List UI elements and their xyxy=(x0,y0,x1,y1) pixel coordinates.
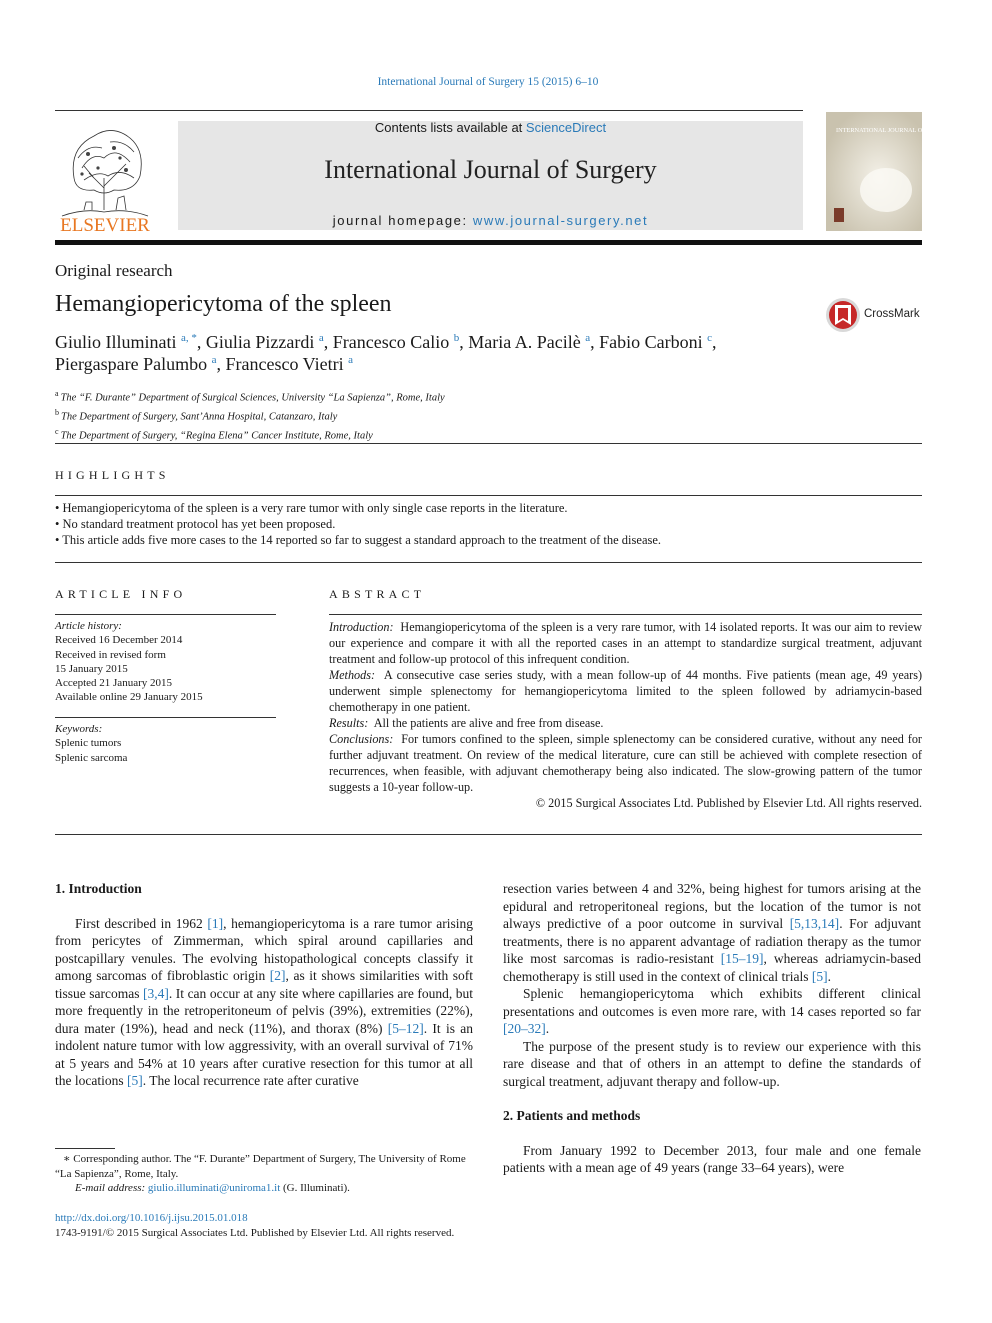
affiliation-text: The “F. Durante” Department of Surgical Sciences, University “La Sapienza”, Rome, Italy xyxy=(60,392,445,404)
article-type: Original research xyxy=(55,261,173,280)
abstract-results: All the patients are alive and free from disease. xyxy=(373,716,604,730)
keywords-rule xyxy=(55,717,276,718)
highlights-list xyxy=(55,500,661,548)
crossmark-badge[interactable] xyxy=(825,296,925,336)
doi-link[interactable]: http://dx.doi.org/10.1016/j.ijsu.2015.01.018 xyxy=(55,1212,248,1224)
affiliation-item xyxy=(55,387,445,406)
abstract-methods: A consecutive case series study, with a mean follow-up of 44 months. Five patients (mean age, 49 years) underwent simple splenectomy for hemangiopericytoma limited to the spleen followed by adriamycin-based chemotherapy in one patient. xyxy=(329,668,922,714)
abstract-rule-bottom xyxy=(55,834,922,835)
citation-link[interactable]: [5] xyxy=(811,968,828,984)
affiliation-text: The Department of Surgery, Sant’Anna Hospital, Catanzaro, Italy xyxy=(61,411,338,423)
abstract-conclusions: For tumors confined to the spleen, simple splenectomy can be considered curative, without any need for further adjuvant treatment. On review of the medical literature, cure can still be achieved with complete resection of recurrences, when feasible, with adjuvant chemotherapy being also indicated. The slow-growing pattern of the tumor suggests a 10-year follow-up. xyxy=(329,732,922,794)
elsevier-logo xyxy=(54,118,156,236)
homepage-link[interactable]: www.journal-surgery.net xyxy=(472,213,649,228)
header-thick-rule xyxy=(55,240,922,245)
abstract-heading: ABSTRACT xyxy=(329,587,426,601)
article-info-heading: ARTICLE INFO xyxy=(55,587,187,601)
history-label: Article history: xyxy=(55,620,122,632)
citation-link[interactable]: [1] xyxy=(207,915,224,931)
citation-link[interactable]: [3,4] xyxy=(143,985,169,1001)
section-heading-patients-methods: 2. Patients and methods xyxy=(503,1108,641,1123)
email-label: E-mail address: xyxy=(75,1182,146,1194)
history-item: Available online 29 January 2015 xyxy=(55,691,203,704)
author-name[interactable]: Francesco Vietri xyxy=(225,354,344,374)
corresponding-author-footnote: ∗ Corresponding author. The “F. Durante” Department of Surgery, The University of Rome “La Sapienza”, Rome, Italy. E-mail address: giulio.illuminati@uniroma1.it (G. Illuminati). xyxy=(55,1153,466,1194)
homepage-line xyxy=(178,213,803,228)
affiliation-item xyxy=(55,406,445,425)
keywords xyxy=(55,722,127,765)
highlight-text: This article adds five more cases to the 14 reported so far to suggest a standard approach to the treatment of the disease. xyxy=(62,533,662,547)
author-list: Giulio Illuminati $^{a, *}$, Giulia Pizzardi $^a$, Francesco Calio $^b$, Maria A. Pacilè $^a$, Fabio Carboni $^c$, Piergaspare Palumbo $^a$, Francesco Vietri $^a$ xyxy=(55,332,717,374)
citation-link[interactable]: [5,13,14] xyxy=(789,916,840,931)
abstract-rule xyxy=(329,614,922,615)
methods-paragraph-1: From January 1992 to December 2013, four male and one female patients with a mean age of 49 years (range 33–64 years), were xyxy=(503,1142,921,1175)
footnote-rule xyxy=(55,1148,115,1149)
cover-title: INTERNATIONAL JOURNAL OF SURGERY xyxy=(836,127,957,134)
author-name[interactable]: Giulio Illuminati xyxy=(55,332,177,352)
bullet-icon: • xyxy=(55,517,63,531)
author-name[interactable]: Giulia Pizzardi xyxy=(205,332,315,352)
author-affiliation-marker: a, * xyxy=(181,332,197,344)
section-heading-introduction: 1. Introduction xyxy=(55,881,142,896)
highlights-rule-top xyxy=(55,495,922,496)
sciencedirect-link[interactable]: ScienceDirect xyxy=(525,120,607,135)
author-affiliation-marker: b xyxy=(453,332,460,344)
elsevier-wordmark: ELSEVIER xyxy=(60,215,150,236)
article-info-rule xyxy=(55,614,276,615)
body-column-left xyxy=(55,880,473,1090)
citation-link[interactable]: [2] xyxy=(269,968,286,983)
abstract-conclusions-label: Conclusions: xyxy=(329,732,394,746)
keyword-item[interactable]: Splenic sarcoma xyxy=(55,751,128,764)
citation-link[interactable]: [15–19] xyxy=(720,951,764,966)
history-item: Received in revised form xyxy=(55,648,166,661)
author-email-link[interactable]: giulio.illuminati@uniroma1.it xyxy=(147,1182,281,1194)
affiliation-text: The Department of Surgery, “Regina Elena” Cancer Institute, Rome, Italy xyxy=(60,430,373,442)
affiliations xyxy=(55,387,445,444)
intro-paragraph-1: First described in 1962 [1], hemangiopericytoma is a rare tumor arising from pericytes of Zimmerman, which spiral around capillaries and postcapillary venules. The evolving histopathological concepts classify it among sarcomas of fibroblastic origin [2], as it shows similarities with soft tissue sarcomas [3,4]. It can occur at any site where capillaries are found, but more frequently in the retroperitoneum of pelvis (39%), extremities (22%), dura mater (19%), head and neck (11%), and thorax (8%) [5–12]. It is an indolent nature tumor with low aggressivity, with an overall survival of 71% at 5 years and 54% at 10 years after curative resection for this tumor at all the locations [5]. The local recurrence rate after curative xyxy=(55,915,474,1088)
history-item: 15 January 2015 xyxy=(55,662,128,675)
intro-paragraph-1-continued: resection varies between 4 and 32%, being highest for tumors arising at the epidural and retroperitoneal regions, but the location of the tumor is not always predictive of a poor outcome in survival [5,13,14]. For adjuvant treatments, there is no apparent advantage of radiation therapy as the tumor like most sarcomas is radio-resistant [15–19], whereas adriamycin-based chemotherapy is still used in the context of clinical trials [5]. xyxy=(503,881,921,984)
highlights-rule-bottom xyxy=(55,562,922,563)
doi-block xyxy=(55,1211,454,1241)
abstract-copyright: © 2015 Surgical Associates Ltd. Published by Elsevier Ltd. All rights reserved. xyxy=(535,796,922,810)
history-item: Accepted 21 January 2015 xyxy=(55,677,172,690)
history-item: Received 16 December 2014 xyxy=(55,634,183,647)
footnote-text: Corresponding author. The “F. Durante” Department of Surgery, The University of Rome “La Sapienza”, Rome, Italy. xyxy=(55,1153,466,1180)
issn-copyright: 1743-9191/© 2015 Surgical Associates Ltd. Published by Elsevier Ltd. All rights reserved. xyxy=(55,1227,455,1239)
affiliation-item xyxy=(55,425,445,444)
bullet-icon: • xyxy=(55,501,63,515)
affiliation-key: a xyxy=(55,389,59,398)
bullet-icon: • xyxy=(55,533,63,547)
abstract-results-label: Results: xyxy=(329,716,369,730)
contents-prefix: Contents lists available at xyxy=(374,120,526,135)
abstract-methods-label: Methods: xyxy=(329,668,376,682)
abstract-intro: Hemangiopericytoma of the spleen is a very rare tumor, with 14 isolated reports. It was our aim to review our experience and compare it with all the reported cases in an attempt to standardize surgical treatment, adjuvant treatment and follow-up protocol of this infrequent condition. xyxy=(329,620,923,666)
abstract-intro-label: Introduction: xyxy=(329,620,394,634)
highlight-item xyxy=(55,516,661,532)
intro-paragraph-2: Splenic hemangiopericytoma which exhibits different clinical presentations and outcomes is even more rare, with 14 cases reported so far [20–32]. xyxy=(503,986,921,1036)
author-affiliation-marker: a xyxy=(318,332,324,344)
author-name[interactable]: Francesco Calio xyxy=(332,332,450,352)
author-name[interactable]: Maria A. Pacilè xyxy=(468,332,581,352)
article-title: Hemangiopericytoma of the spleen xyxy=(55,291,392,317)
author-affiliation-marker: c xyxy=(707,332,712,344)
email-suffix: (G. Illuminati). xyxy=(283,1182,350,1194)
keyword-item[interactable]: Splenic tumors xyxy=(55,737,122,750)
author-affiliation-marker: a xyxy=(348,354,353,366)
author-affiliation-marker: a xyxy=(585,332,591,344)
header-top-rule xyxy=(55,110,803,111)
highlight-text: No standard treatment protocol has yet been proposed. xyxy=(62,517,336,531)
crossmark-label: CrossMark xyxy=(864,308,920,320)
author-name[interactable]: Piergaspare Palumbo xyxy=(55,354,208,374)
contents-line xyxy=(178,120,803,135)
affiliation-key: b xyxy=(55,408,59,417)
citation-link[interactable]: [20–32] xyxy=(503,1021,546,1036)
highlight-text: Hemangiopericytoma of the spleen is a very rare tumor with only single case reports in the literature. xyxy=(62,501,568,515)
citation-link[interactable]: [5] xyxy=(126,1073,143,1088)
keywords-label: Keywords: xyxy=(55,723,103,735)
highlight-item xyxy=(55,500,661,516)
intro-paragraph-3: The purpose of the present study is to review our experience with this rare disease and that of others in an attempt to define the standards of surgical treatment, adjuvant therapy and follow-up. xyxy=(503,1038,921,1089)
author-affiliation-marker: a xyxy=(211,354,217,366)
journal-reference-link[interactable]: International Journal of Surgery 15 (2015) 6–10 xyxy=(377,76,599,88)
affiliations-rule xyxy=(55,443,922,444)
author-name[interactable]: Fabio Carboni xyxy=(599,332,703,352)
abstract-body xyxy=(329,619,922,811)
homepage-prefix: journal homepage: xyxy=(332,213,473,228)
highlight-item xyxy=(55,532,661,548)
journal-title: International Journal of Surgery xyxy=(324,155,657,184)
citation-link[interactable]: [5–12] xyxy=(387,1020,424,1036)
highlights-heading: HIGHLIGHTS xyxy=(55,468,170,482)
journal-cover-image[interactable] xyxy=(826,112,957,231)
affiliation-key: c xyxy=(55,427,59,436)
article-history xyxy=(55,619,203,705)
body-column-right xyxy=(503,880,921,1177)
